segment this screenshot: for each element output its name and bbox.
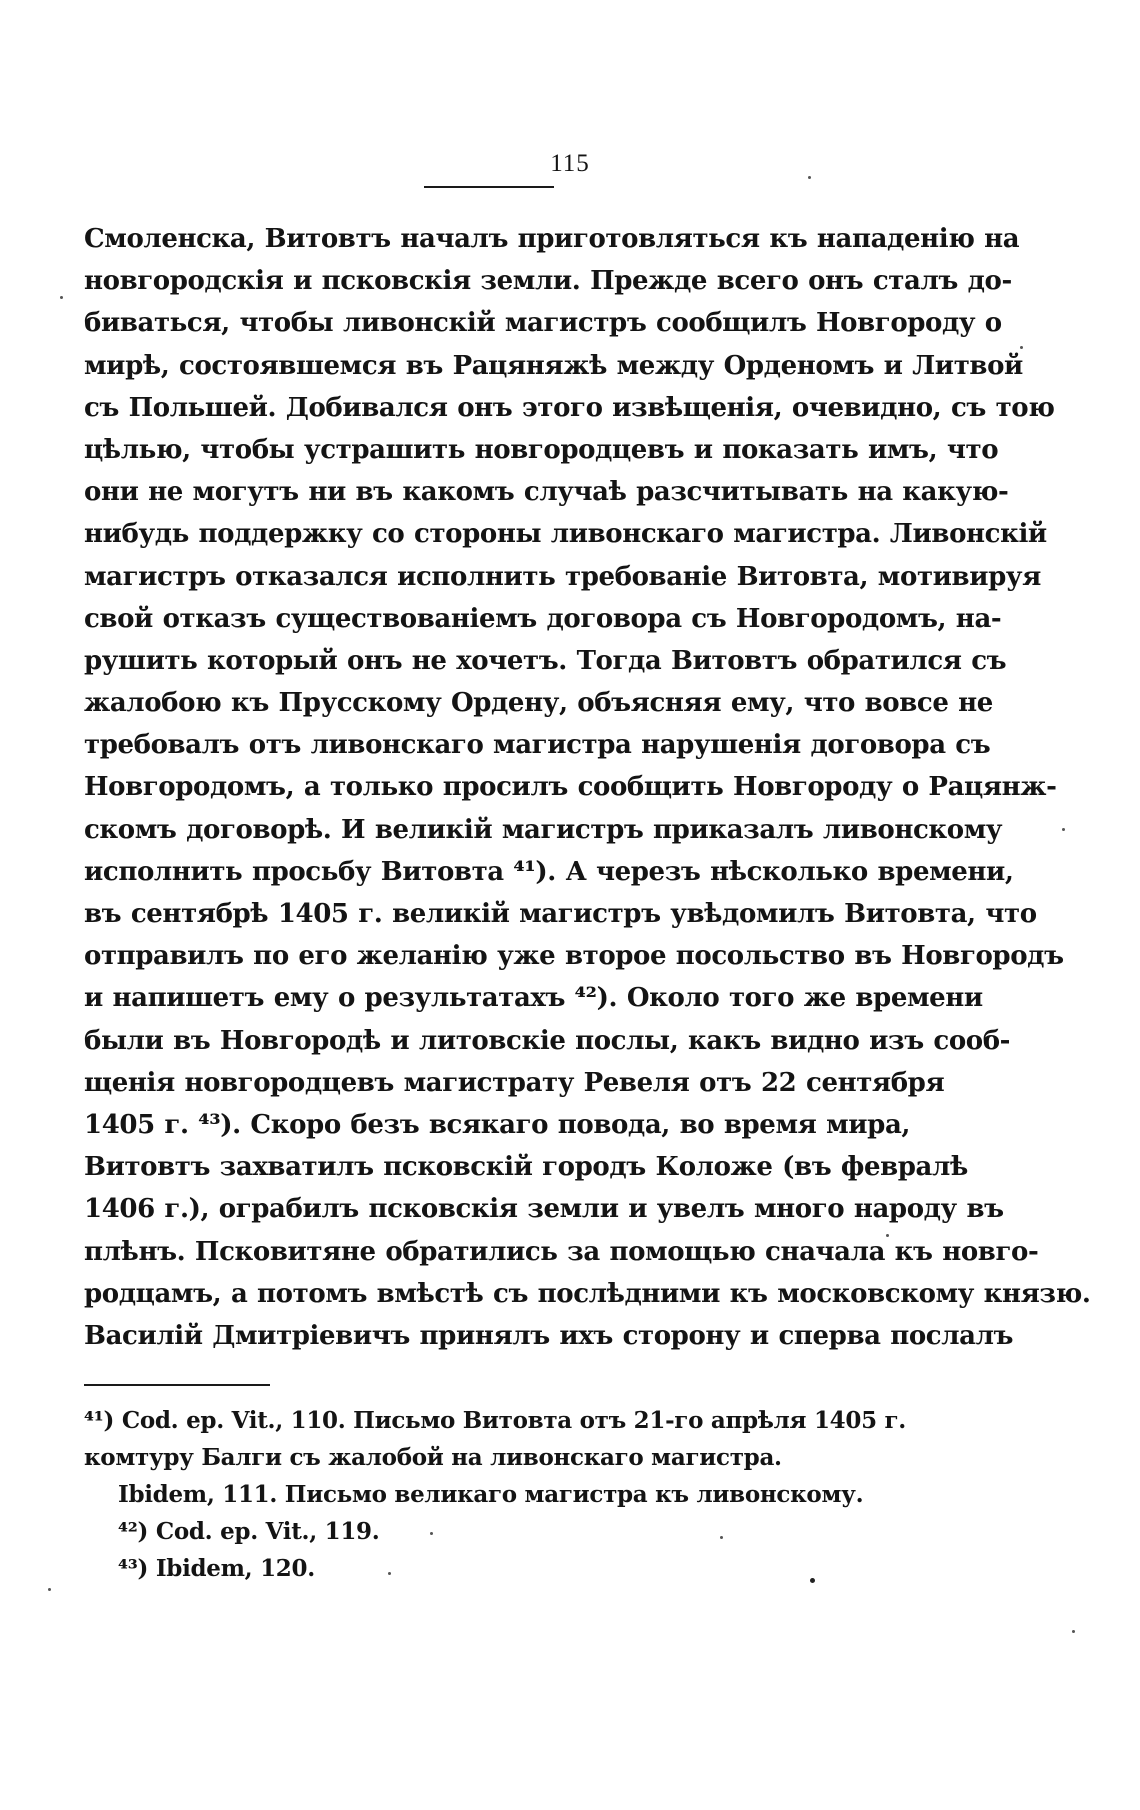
body-line: Смоленска, Витовтъ началъ приготовляться къ нападенію на [84, 224, 1020, 254]
body-line: были въ Новгородѣ и литовскіе послы, какъ видно изъ сооб- [84, 1025, 1011, 1056]
scan-speck [1062, 828, 1065, 831]
footnotes [84, 1402, 906, 1587]
scan-speck [810, 1578, 815, 1583]
scan-speck [60, 296, 63, 299]
body-line: новгородскія и псковскія земли. Прежде всего онъ сталъ до- [84, 266, 1012, 297]
body-line: цѣлью, чтобы устрашить новгородцевъ и показать имъ, что [84, 434, 999, 465]
body-line: родцамъ, а потомъ вмѣстѣ съ послѣдними къ московскому князю. [84, 1278, 1091, 1309]
body-line: Василій Дмитріевичъ принялъ ихъ сторону и сперва послалъ [84, 1320, 1014, 1351]
page-number-rule [424, 186, 554, 188]
body-line: и напишетъ ему о результатахъ ⁴²). Около того же времени [84, 983, 983, 1014]
scan-speck [1020, 346, 1023, 349]
body-line: исполнить просьбу Витовта ⁴¹). А черезъ нѣсколько времени, [84, 856, 1014, 887]
body-line: Витовтъ захватилъ псковскій городъ Коложе (въ февралѣ [84, 1152, 968, 1183]
body-line: скомъ договорѣ. И великій магистръ приказалъ ливонскому [84, 814, 1003, 845]
body-line: 1405 г. ⁴³). Скоро безъ всякаго повода, во время мира, [84, 1109, 911, 1140]
footnote-separator [84, 1384, 270, 1386]
body-line: нибудь поддержку со стороны ливонскаго магистра. Ливонскій [84, 519, 1047, 550]
scan-speck [720, 1536, 723, 1539]
body-line: 1406 г.), ограбилъ псковскія земли и увелъ много народу въ [84, 1194, 1004, 1225]
footnote-42: ⁴²) Cod. ep. Vit., 119. [118, 1518, 380, 1545]
footnote-41-line: Ibidem, 111. Письмо великаго магистра къ ливонскому. [118, 1481, 864, 1508]
body-text [84, 218, 1091, 1357]
body-line: въ сентябрѣ 1405 г. великій магистръ увѣдомилъ Витовта, что [84, 899, 1037, 929]
body-line: требовалъ отъ ливонскаго магистра нарушенія договора съ [84, 730, 991, 761]
body-line: плѣнъ. Псковитяне обратились за помощью сначала къ новго- [84, 1236, 1039, 1267]
scan-speck [430, 1532, 433, 1535]
body-line: они не могутъ ни въ какомъ случаѣ разсчитывать на какую- [84, 477, 1009, 508]
scan-speck [48, 1588, 51, 1591]
scan-speck [1072, 1630, 1075, 1633]
body-line: мирѣ, состоявшемся въ Рацяняжѣ между Орденомъ и Литвой [84, 350, 1023, 381]
body-line: рушить который онъ не хочетъ. Тогда Витовтъ обратился съ [84, 645, 1007, 676]
body-line: щенія новгородцевъ магистрату Ревеля отъ 22 сентября [84, 1067, 945, 1098]
body-line: магистръ отказался исполнить требованіе Витовта, мотивируя [84, 561, 1041, 592]
footnote-41-line: ⁴¹) Cod. ep. Vit., 110. Письмо Витовта отъ 21-го апрѣля 1405 г. [84, 1407, 906, 1434]
scan-speck [886, 1234, 889, 1237]
body-line: жалобою къ Прусскому Ордену, объясняя ему, что вовсе не [84, 688, 993, 719]
footnote-41-line: комтуру Балги съ жалобой на ливонскаго магистра. [84, 1444, 782, 1471]
body-line: свой отказъ существованіемъ договора съ Новгородомъ, на- [84, 603, 1002, 634]
body-line: биваться, чтобы ливонскій магистръ сообщилъ Новгороду о [84, 308, 1002, 339]
scan-speck [808, 176, 811, 179]
body-line: Новгородомъ, а только просилъ сообщить Новгороду о Рацянж- [84, 772, 1057, 803]
footnote-43: ⁴³) Ibidem, 120. [118, 1555, 315, 1582]
body-line: отправилъ по его желанію уже второе посольство въ Новгородъ [84, 941, 1064, 972]
body-line: съ Польшей. Добивался онъ этого извѣщенія, очевидно, съ тою [84, 392, 1055, 423]
scan-speck [388, 1572, 391, 1575]
page-number: 115 [550, 150, 590, 177]
